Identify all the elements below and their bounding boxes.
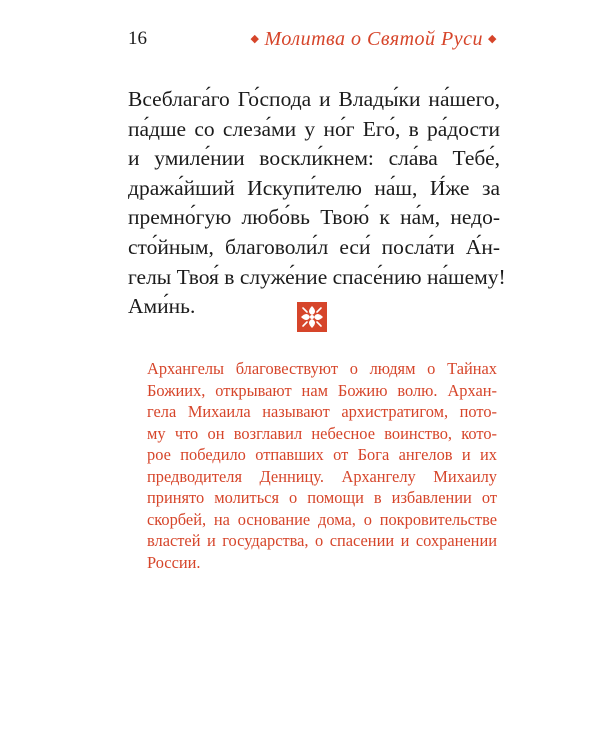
- diamond-bullet-icon: ◆: [488, 33, 497, 45]
- commentary-line: му что он возглавил небесное воинство, кото-: [147, 423, 497, 443]
- commentary-line: России.: [147, 552, 201, 572]
- commentary-line: принято молиться о помощи в избавлении от: [147, 488, 497, 507]
- prayer-line: гелы Твоя́ в служе́ние спасе́нию на́шему!: [128, 264, 506, 289]
- prayer-text: [128, 85, 506, 322]
- prayer-line: Ами́нь.: [128, 294, 196, 319]
- prayer-line: сто́йным, благоволи́л еси́ посла́ти А́н-: [128, 234, 500, 259]
- prayer-line: дража́йший Искупи́телю на́ш, И́же за: [128, 175, 500, 200]
- page-number: 16: [128, 28, 147, 49]
- floral-cross-ornament-icon: [297, 302, 327, 332]
- commentary-line: Божиих, открывают нам Божию волю. Архан-: [147, 380, 497, 400]
- prayer-line: премно́гую любо́вь Твою́ к на́м, недо-: [128, 205, 500, 230]
- prayer-line: и умиле́нии воскли́кнем: сла́ва Тебе́,: [128, 146, 500, 171]
- prayer-line: па́дше со слеза́ми у но́г Его́, в ра́дости: [128, 116, 500, 141]
- diamond-bullet-icon: ◆: [250, 33, 260, 45]
- running-title: [246, 28, 503, 51]
- commentary-line: Архангелы благовествуют о людям о Тайнах: [147, 359, 497, 378]
- commentary-line: предводителя Денницу. Архангелу Михаилу: [147, 466, 497, 486]
- commentary-line: властей и государства, о спасении и сохранении: [147, 531, 497, 550]
- commentary-line: гела Михаила называют архистратигом, пото-: [147, 402, 497, 421]
- running-title-text: Молитва о Святой Руси: [264, 28, 484, 50]
- commentary-line: скорбей, на основание дома, о покровительстве: [147, 509, 497, 529]
- commentary-line: рое победило отпавших от Бога ангелов и их: [147, 445, 497, 464]
- commentary-text: [147, 358, 497, 573]
- prayer-line: Всеблага́го Го́спода и Влады́ки на́шего,: [128, 87, 500, 111]
